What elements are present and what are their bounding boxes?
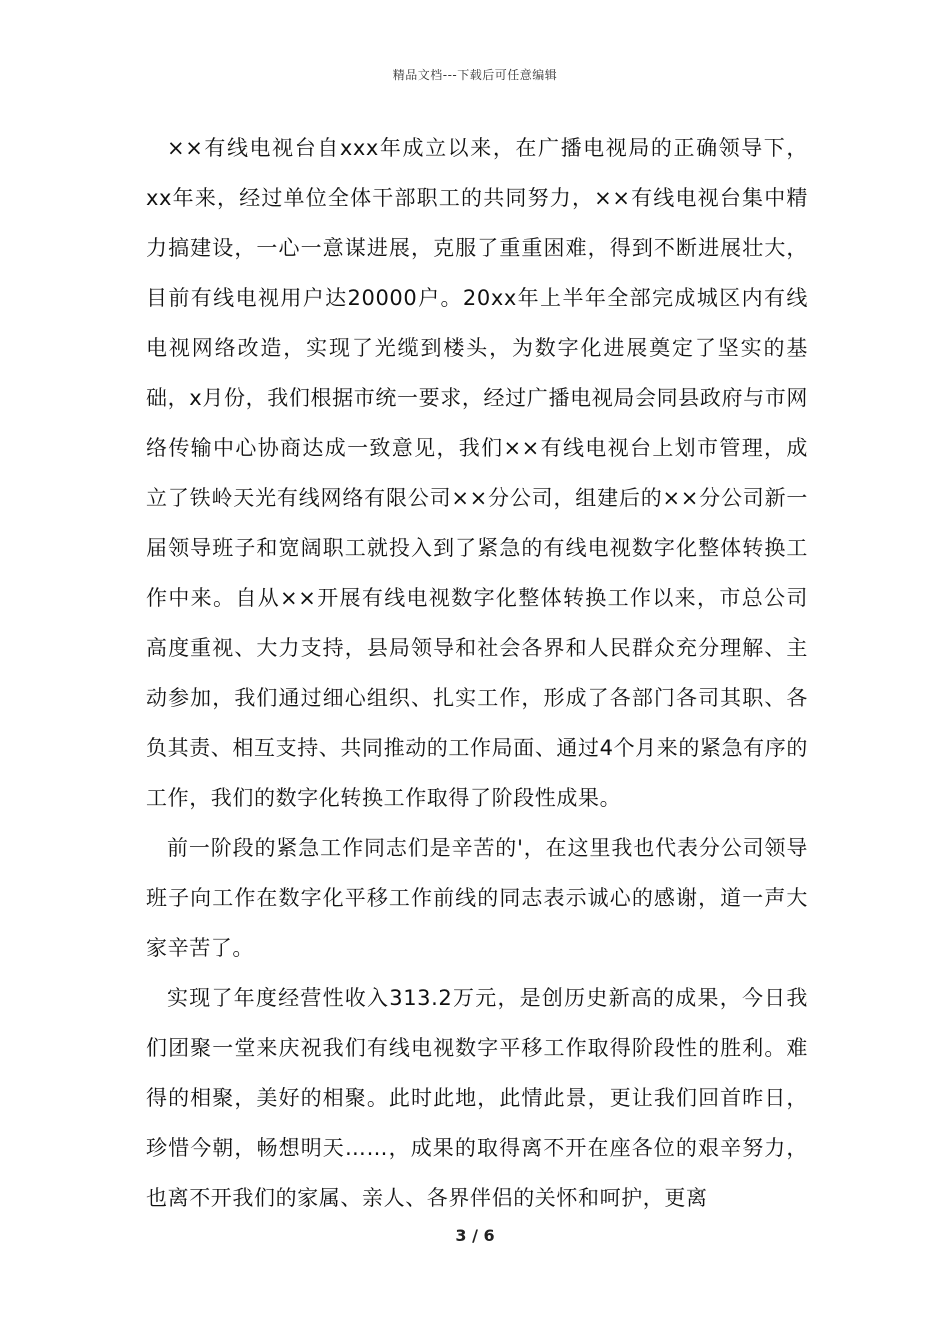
paragraph-1: ××有线电视台自xxx年成立以来，在广播电视局的正确领导下，xx年来，经过单位全体干部职工的共同努力，××有线电视台集中精力搞建设，一心一意谋进展，克服了重重困难，得到不断进展壮大，目前有线电视用户达20000户。20xx年上半年全部完成城区内有线电视网络改造，实现了光缆到楼头，为数字化进展奠定了坚实的基础，x月份，我们根据市统一要求，经过广播电视局会同县政府与市网络传输中心协商达成一致意见，我们××有线电视台上划市管理，成立了铁岭天光有线网络有限公司××分公司，组建后的××分公司新一届领导班子和宽阔职工就投入到了紧急的有线电视数字化整体转换工作中来。自从××开展有线电视数字化整体转换工作以来，市总公司高度重视、大力支持，县局领导和社会各界和人民群众充分理解、主动参加，我们通过细心组织、扎实工作，形成了各部门各司其职、各负其责、相互支持、共同推动的工作局面、通过4个月来的紧急有序的工作，我们的数字化转换工作取得了阶段性成果。: [146, 136, 808, 810]
page-number: 3 / 6: [455, 1226, 495, 1245]
paragraph-3: 实现了年度经营性收入313.2万元，是创历史新高的成果，今日我们团聚一堂来庆祝我们有线电视数字平移工作取得阶段性的胜利。难得的相聚，美好的相聚。此时此地，此情此景，更让我们回首昨日，珍惜今朝，畅想明天……，成果的取得离不开在座各位的艰辛努力，也离不开我们的家属、亲人、各界伴侣的关怀和呵护，更离: [146, 986, 808, 1210]
document-body: [146, 123, 808, 1223]
paragraph-2: 前一阶段的紧急工作同志们是辛苦的'，在这里我也代表分公司领导班子向工作在数字化平移工作前线的同志表示诚心的感谢，道一声大家辛苦了。: [146, 836, 808, 960]
page-header: 精品文档---下载后可任意编辑: [392, 68, 558, 82]
